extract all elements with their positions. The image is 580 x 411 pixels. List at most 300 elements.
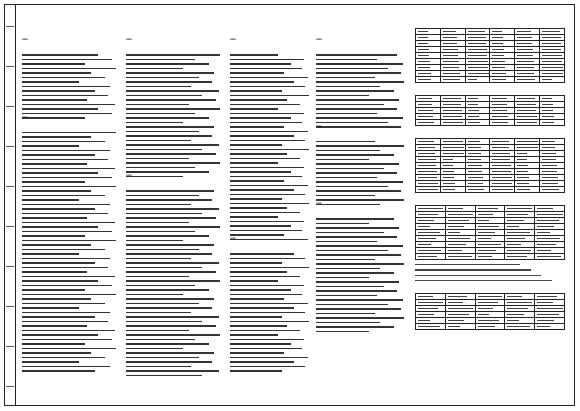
illegible-text-mark [478,256,492,258]
illegible-text-mark [517,43,532,45]
text-line [22,76,120,80]
text-line [22,271,120,275]
illegible-text-mark [418,110,433,112]
text-line [126,112,224,116]
illegible-text-mark [443,147,464,149]
illegible-text-mark [418,141,434,143]
text-line [126,266,224,270]
table-cell [440,120,465,126]
text-line [230,189,312,193]
illegible-text-mark [542,37,560,39]
illegible-text-mark [418,214,438,216]
text-line [316,312,408,316]
table-cell [475,323,505,329]
illegible-text-mark [478,308,494,310]
illegible-text-mark [507,308,528,310]
illegible-text-mark [126,171,209,173]
illegible-text-mark [517,61,533,63]
illegible-text-mark [415,264,520,265]
text-line [22,140,120,144]
illegible-text-mark [507,302,532,304]
illegible-text-mark [418,153,435,155]
table-cell [540,187,565,193]
text-line [230,72,312,76]
illegible-text-mark [448,232,460,234]
illegible-text-mark [418,165,436,167]
table-cell [465,77,490,83]
illegible-text-mark [542,177,558,179]
text-line [126,139,224,143]
text-line [22,136,120,140]
text-line [22,275,120,279]
illegible-text-mark [415,269,531,270]
illegible-text-mark [517,153,527,155]
text-line [126,217,224,221]
text-line [230,229,312,233]
text-line [126,235,224,239]
text-line [126,257,224,261]
table-cell [515,120,540,126]
illegible-text-mark [418,308,438,310]
illegible-text-mark [418,208,443,210]
text-line [126,208,224,212]
illegible-text-mark [418,79,431,81]
illegible-text-mark [492,98,506,100]
text-line [22,235,120,239]
illegible-text-mark [468,177,483,179]
text-line [22,58,120,62]
illegible-text-mark [418,61,430,63]
text-line [230,67,312,71]
illegible-text-mark [418,67,430,69]
text-line [126,302,224,306]
illegible-text-mark [418,31,428,33]
table-cell [440,77,465,83]
text-line [126,307,224,311]
text-line [126,212,224,216]
illegible-text-mark [443,177,454,179]
table-cell [535,323,565,329]
illegible-text-mark [517,79,535,81]
illegible-text-mark [316,326,394,328]
table-cell [465,120,490,126]
text-line [126,49,224,53]
illegible-text-mark [537,326,550,328]
text-line [230,298,312,302]
text-line [316,245,408,249]
text-line [22,334,120,338]
illegible-text-mark [418,302,443,304]
text-line [230,63,312,67]
illegible-text-mark [418,320,430,322]
illegible-text-mark [448,208,463,210]
illegible-text-mark [443,61,459,63]
illegible-text-mark [517,159,527,161]
table-cell [445,254,475,260]
text-line [230,58,312,62]
text-line [22,352,120,356]
text-line [230,284,312,288]
data-table [415,205,565,260]
illegible-text-mark [468,55,488,57]
text-line [316,85,408,89]
illegible-text-mark [492,147,509,149]
text-line [126,99,224,103]
text-line [22,320,120,324]
binding-strip [4,4,16,406]
text-line [230,49,312,53]
illegible-text-mark [418,183,438,185]
illegible-text-mark [517,37,531,39]
illegible-text-mark [507,296,522,298]
illegible-text-mark [443,122,463,124]
text-line [230,329,312,333]
text-line [22,356,120,360]
data-table [415,138,565,193]
text-line [316,240,408,244]
illegible-text-mark [517,73,534,75]
text-line [230,253,312,257]
text-line [316,108,408,112]
illegible-text-mark [492,141,508,143]
text-line [230,248,312,252]
illegible-text-mark [478,226,500,228]
illegible-text-mark [507,214,528,216]
text-line [22,103,120,107]
illegible-text-mark [492,159,510,161]
illegible-text-mark [542,116,554,118]
text-line [316,258,408,262]
text-line [316,209,408,213]
text-line [316,181,408,185]
text-line [126,329,224,333]
text-line [126,221,224,225]
illegible-text-mark [478,314,490,316]
illegible-text-mark [542,61,562,63]
illegible-text-mark [418,43,428,45]
text-line [126,253,224,257]
text-line [230,130,312,134]
table-row [416,187,565,193]
text-line [22,149,120,153]
illegible-text-mark [492,122,508,124]
text-line [230,347,312,351]
illegible-text-mark [507,244,521,246]
section-heading: — [230,36,236,43]
text-line [316,231,408,235]
illegible-text-mark [468,49,487,51]
text-line [126,230,224,234]
text-line [316,299,408,303]
text-line [316,49,408,53]
text-line [126,343,224,347]
illegible-text-mark [537,208,553,210]
text-line [316,218,408,222]
text-line [22,329,120,333]
illegible-text-mark [468,171,483,173]
illegible-text-mark [542,147,555,149]
table-row [416,323,565,329]
text-line [22,325,120,329]
text-line [230,117,312,121]
illegible-text-mark [507,320,519,322]
text-line [230,126,312,130]
illegible-text-mark [542,153,556,155]
text-line [22,230,120,234]
text-line [230,171,312,175]
text-line [316,76,408,80]
text-line [230,90,312,94]
illegible-text-mark [517,189,529,191]
text-line [22,172,120,176]
text-line [316,236,408,240]
text-line [126,121,224,125]
text-line [126,284,224,288]
illegible-text-mark [468,61,488,63]
table-row [416,120,565,126]
text-line [230,144,312,148]
text-line [230,225,312,229]
text-line [22,45,120,49]
text-line [126,325,224,329]
illegible-text-mark [22,117,85,119]
text-line [230,121,312,125]
illegible-text-mark [517,98,535,100]
illegible-text-mark [415,275,541,276]
illegible-text-mark [478,214,494,216]
illegible-text-mark [517,165,527,167]
illegible-text-mark [468,67,488,69]
illegible-text-mark [418,171,437,173]
text-line [22,163,120,167]
text-line [22,208,120,212]
illegible-text-mark [517,171,528,173]
text-line [126,194,224,198]
illegible-text-mark [492,153,509,155]
illegible-text-mark [468,43,487,45]
text-line [22,338,120,342]
text-line [22,181,120,185]
illegible-text-mark [537,308,563,310]
illegible-text-mark [492,31,502,33]
text-line [230,307,312,311]
text-line [230,207,312,211]
text-line [316,158,408,162]
illegible-text-mark [418,296,433,298]
illegible-text-mark [443,55,458,57]
illegible-text-mark [542,55,562,57]
text-line [230,139,312,143]
text-line [126,361,224,365]
illegible-text-mark [22,366,110,368]
text-line [230,244,312,248]
text-line [230,293,312,297]
text-line [316,131,408,135]
text-line [22,212,120,216]
text-line [230,316,312,320]
table-cell [490,120,515,126]
text-line [230,54,312,58]
text-line [22,248,120,252]
illegible-text-mark [468,98,478,100]
text-line [126,203,224,207]
text-line [316,112,408,116]
illegible-text-mark [468,189,484,191]
illegible-text-mark [517,147,538,149]
illegible-text-mark [448,238,470,240]
illegible-text-mark [492,177,511,179]
text-column-4 [316,34,408,326]
illegible-text-mark [542,171,557,173]
text-line [230,45,312,49]
illegible-text-mark [316,204,380,206]
illegible-text-mark [517,177,528,179]
text-line [22,298,120,302]
illegible-text-mark [443,43,458,45]
illegible-text-mark [537,314,558,316]
illegible-text-mark [492,165,510,167]
illegible-text-mark [542,43,561,45]
text-line [126,248,224,252]
illegible-text-mark [418,159,436,161]
illegible-text-mark [468,159,482,161]
text-line [126,298,224,302]
text-line [22,54,120,58]
text-line [22,244,120,248]
illegible-text-mark [316,122,388,124]
table-title [415,130,565,138]
illegible-text-mark [468,165,482,167]
illegible-text-mark [492,104,507,106]
illegible-text-mark [448,320,465,322]
text-line [126,126,224,130]
illegible-text-mark [507,220,523,222]
text-line [126,58,224,62]
illegible-text-mark [542,67,563,69]
illegible-text-mark [517,122,537,124]
illegible-text-mark [443,153,464,155]
text-line [22,158,120,162]
illegible-text-mark [507,238,525,240]
text-line [316,308,408,312]
text-line [316,190,408,194]
text-line [316,67,408,71]
illegible-text-mark [507,226,519,228]
section-heading: — [126,36,132,43]
text-line [22,302,120,306]
illegible-text-mark [126,375,202,377]
illegible-text-mark [542,110,553,112]
table-cell [515,77,540,83]
text-line [126,90,224,94]
text-line [22,127,120,131]
illegible-text-mark [542,122,554,124]
text-line [316,281,408,285]
text-line [126,76,224,80]
text-line [230,85,312,89]
text-line [22,154,120,158]
text-line [316,103,408,107]
text-line [230,175,312,179]
text-line [22,361,120,365]
text-line [22,49,120,53]
text-line [22,257,120,261]
text-line [126,117,224,121]
data-table [415,293,565,330]
illegible-text-mark [542,49,561,51]
illegible-text-mark [443,159,453,161]
text-line [316,90,408,94]
text-line [126,293,224,297]
section-heading: — [22,113,28,121]
text-line [126,244,224,248]
illegible-text-mark [468,79,478,81]
illegible-text-mark [418,104,432,106]
illegible-text-mark [517,31,531,33]
text-line [126,67,224,71]
text-line [126,148,224,152]
illegible-text-mark [468,116,479,118]
illegible-text-mark [443,189,455,191]
illegible-text-mark [448,244,466,246]
text-line [316,54,408,58]
illegible-text-mark [537,214,563,216]
illegible-text-mark [230,234,284,236]
illegible-text-mark [468,73,489,75]
text-line [316,227,408,231]
illegible-text-mark [418,256,437,258]
text-line [316,222,408,226]
illegible-text-mark [478,238,491,240]
page-title [108,14,238,28]
text-line [126,352,224,356]
text-line [126,166,224,170]
text-line [230,302,312,306]
illegible-text-mark [517,104,536,106]
illegible-text-mark [418,55,429,57]
text-line [126,271,224,275]
text-line [22,145,120,149]
illegible-text-mark [542,183,558,185]
text-line [126,135,224,139]
illegible-text-mark [448,256,472,258]
illegible-text-mark [542,165,557,167]
illegible-text-mark [492,183,512,185]
table-cell [490,77,515,83]
text-line [126,153,224,157]
illegible-text-mark [316,126,401,128]
illegible-text-mark [468,104,478,106]
table-cell [416,254,446,260]
illegible-text-mark [537,220,558,222]
text-line [126,85,224,89]
illegible-text-mark [443,171,454,173]
table-cell [416,120,441,126]
table-title [415,285,565,293]
text-line [22,343,120,347]
text-line [316,94,408,98]
illegible-text-mark [468,141,480,143]
illegible-text-mark [418,177,437,179]
text-line [126,347,224,351]
illegible-text-mark [542,141,555,143]
text-line [126,289,224,293]
table-title [415,87,565,95]
text-line [316,163,408,167]
illegible-text-mark [316,331,369,333]
note-line [415,269,565,273]
text-line [230,361,312,365]
